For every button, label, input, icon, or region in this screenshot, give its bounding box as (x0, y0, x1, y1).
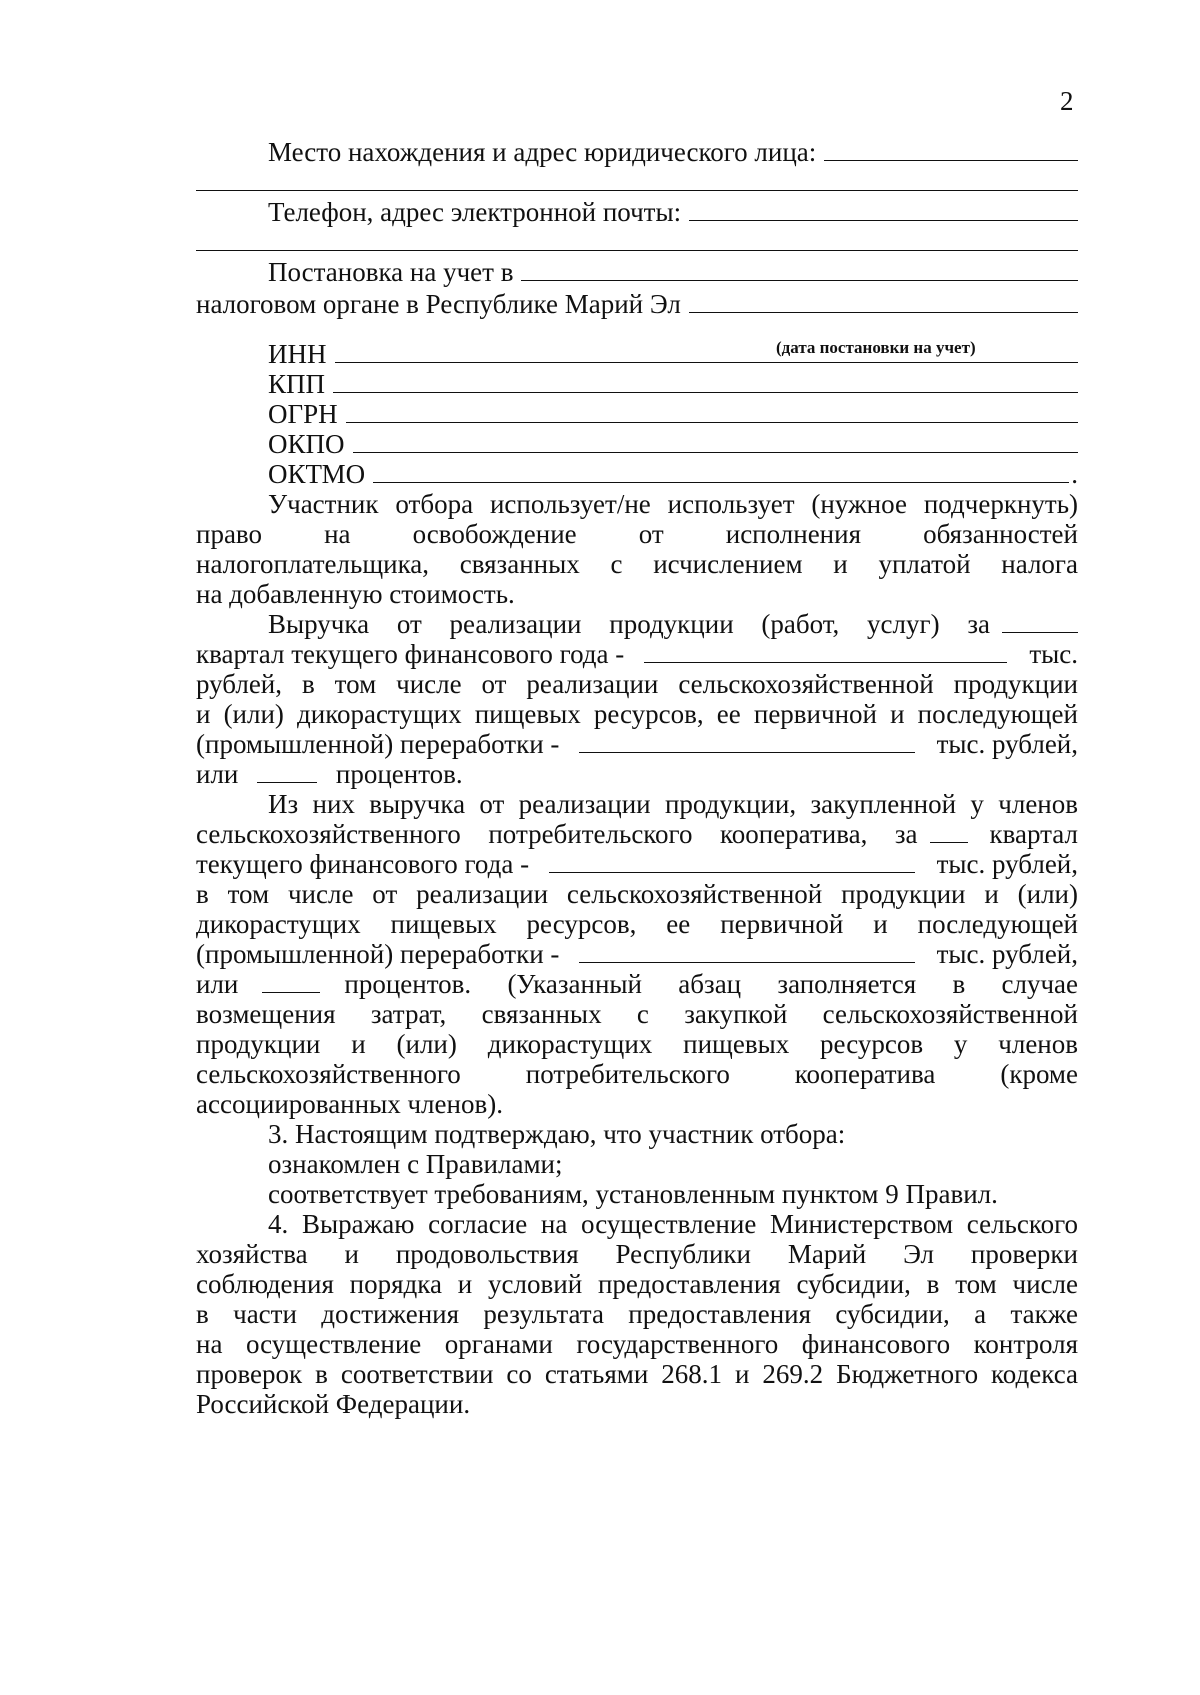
consent-text-4: в части достижения результата предоставления субсидии, а также (196, 1299, 1078, 1329)
page-number: 2 (1060, 86, 1074, 116)
contacts-field[interactable] (689, 198, 1078, 221)
vat-text-1: Участник отбора использует/не использует (нужное подчеркнуть) (268, 489, 1078, 519)
revenue-text-6a: или (196, 759, 239, 789)
okpo-label: ОКПО (268, 429, 345, 459)
consent-text-1: 4. Выражаю согласие на осуществление Министерством сельского (268, 1209, 1078, 1239)
registration-label-1: Постановка на учет в (268, 257, 514, 287)
revenue-line-1 (268, 608, 1078, 640)
oktmo-period: . (1071, 459, 1078, 489)
members-line-3 (196, 848, 1078, 880)
members-text-1: Из них выручка от реализации продукции, закупленной у членов (268, 789, 1078, 819)
members-quarter-field[interactable] (930, 820, 968, 843)
revenue-text-1: Выручка от реализации продукции (работ, услуг) за (268, 609, 990, 639)
confirm-text-3: соответствует требованиям, установленным пунктом 9 Правил. (268, 1179, 998, 1209)
consent-text-6: проверок в соответствии со статьями 268.1 и 269.2 Бюджетного кодекса (196, 1359, 1078, 1389)
vat-text-3: налогоплательщика, связанных с исчислением и уплатой налога (196, 549, 1078, 579)
kpp-label: КПП (268, 369, 326, 399)
vat-text-2: право на освобождение от исполнения обязанностей (196, 519, 1078, 549)
vat-text-4: на добавленную стоимость. (196, 579, 515, 609)
members-text-4: в том числе от реализации сельскохозяйственной продукции и (или) (196, 879, 1078, 909)
members-text-10: сельскохозяйственного потребительского кооператива (кроме (196, 1059, 1078, 1089)
address-label: Место нахождения и адрес юридического лица: (268, 137, 817, 167)
revenue-line-6 (196, 758, 1078, 790)
members-text-11: ассоциированных членов). (196, 1089, 503, 1119)
revenue-line-5 (196, 728, 1078, 760)
members-line-2 (196, 818, 1078, 850)
revenue-text-6b: процентов. (335, 759, 463, 789)
contacts-label: Телефон, адрес электронной почты: (268, 197, 682, 227)
confirm-text-1: 3. Настоящим подтверждаю, что участник отбора: (268, 1119, 846, 1149)
revenue-text-2b: тыс. (1029, 639, 1078, 669)
contacts-field-continued[interactable] (196, 250, 1078, 251)
registration-label-2: налоговом органе в Республике Марий Эл (196, 289, 681, 319)
members-text-2a: сельскохозяйственного потребительского кооператива, за (196, 819, 918, 849)
ogrn-line (268, 398, 1078, 430)
contacts-line (268, 196, 1078, 228)
members-text-8: возмещения затрат, связанных с закупкой сельскохозяйственной (196, 999, 1078, 1029)
members-text-3a: текущего финансового года - (196, 849, 530, 879)
okpo-field[interactable] (353, 430, 1078, 453)
members-line-6 (196, 938, 1078, 970)
registration-date-field[interactable] (689, 290, 1078, 313)
kpp-field[interactable] (333, 370, 1078, 393)
revenue-text-4: и (или) дикорастущих пищевых ресурсов, ее первичной и последующей (196, 699, 1078, 729)
members-amount-field[interactable] (549, 850, 915, 873)
revenue-text-2a: квартал текущего финансового года - (196, 639, 625, 669)
revenue-text-5b: тыс. рублей, (936, 729, 1078, 759)
members-text-6b: тыс. рублей, (936, 939, 1078, 969)
ogrn-label: ОГРН (268, 399, 338, 429)
revenue-text-3: рублей, в том числе от реализации сельскохозяйственной продукции (196, 669, 1078, 699)
consent-text-7: Российской Федерации. (196, 1389, 471, 1419)
registration-date-note: (дата постановки на учет) (776, 338, 976, 357)
okpo-line (268, 428, 1078, 460)
inn-label: ИНН (268, 339, 327, 369)
members-text-3b: тыс. рублей, (936, 849, 1078, 879)
consent-text-2: хозяйства и продовольствия Республики Марий Эл проверки (196, 1239, 1078, 1269)
registration-field-1[interactable] (521, 258, 1078, 281)
revenue-line-2 (196, 638, 1078, 670)
oktmo-line (268, 458, 1078, 490)
members-text-2b: квартал (989, 819, 1078, 849)
consent-text-3: соблюдения порядка и условий предоставления субсидии, в том числе (196, 1269, 1078, 1299)
revenue-text-5a: (промышленной) переработки - (196, 729, 560, 759)
address-field[interactable] (824, 138, 1078, 161)
members-text-5: дикорастущих пищевых ресурсов, ее первичной и последующей (196, 909, 1078, 939)
oktmo-label: ОКТМО (268, 459, 366, 489)
address-field-continued[interactable] (196, 190, 1078, 191)
members-text-7b: процентов. (Указанный абзац заполняется в случае (344, 969, 1078, 999)
revenue-quarter-field[interactable] (1002, 610, 1078, 633)
consent-text-5: на осуществление органами государственного финансового контроля (196, 1329, 1078, 1359)
registration-line-2 (196, 288, 1078, 320)
kpp-line (268, 368, 1078, 400)
registration-line-1 (268, 256, 1078, 288)
inn-line (268, 338, 1078, 370)
revenue-amount-field[interactable] (644, 640, 1007, 663)
members-text-9: продукции и (или) дикорастущих пищевых ресурсов у членов (196, 1029, 1078, 1059)
inn-field[interactable] (335, 340, 1079, 363)
members-text-7a: или (196, 969, 239, 999)
members-processing-field[interactable] (579, 940, 914, 963)
members-text-6a: (промышленной) переработки - (196, 939, 560, 969)
revenue-processing-field[interactable] (579, 730, 914, 753)
members-line-7 (196, 968, 1078, 1000)
address-line (268, 136, 1078, 168)
confirm-text-2: ознакомлен с Правилами; (268, 1149, 563, 1179)
oktmo-field[interactable] (373, 460, 1069, 483)
revenue-percent-field[interactable] (257, 760, 317, 783)
ogrn-field[interactable] (346, 400, 1078, 423)
members-percent-field[interactable] (262, 970, 320, 993)
